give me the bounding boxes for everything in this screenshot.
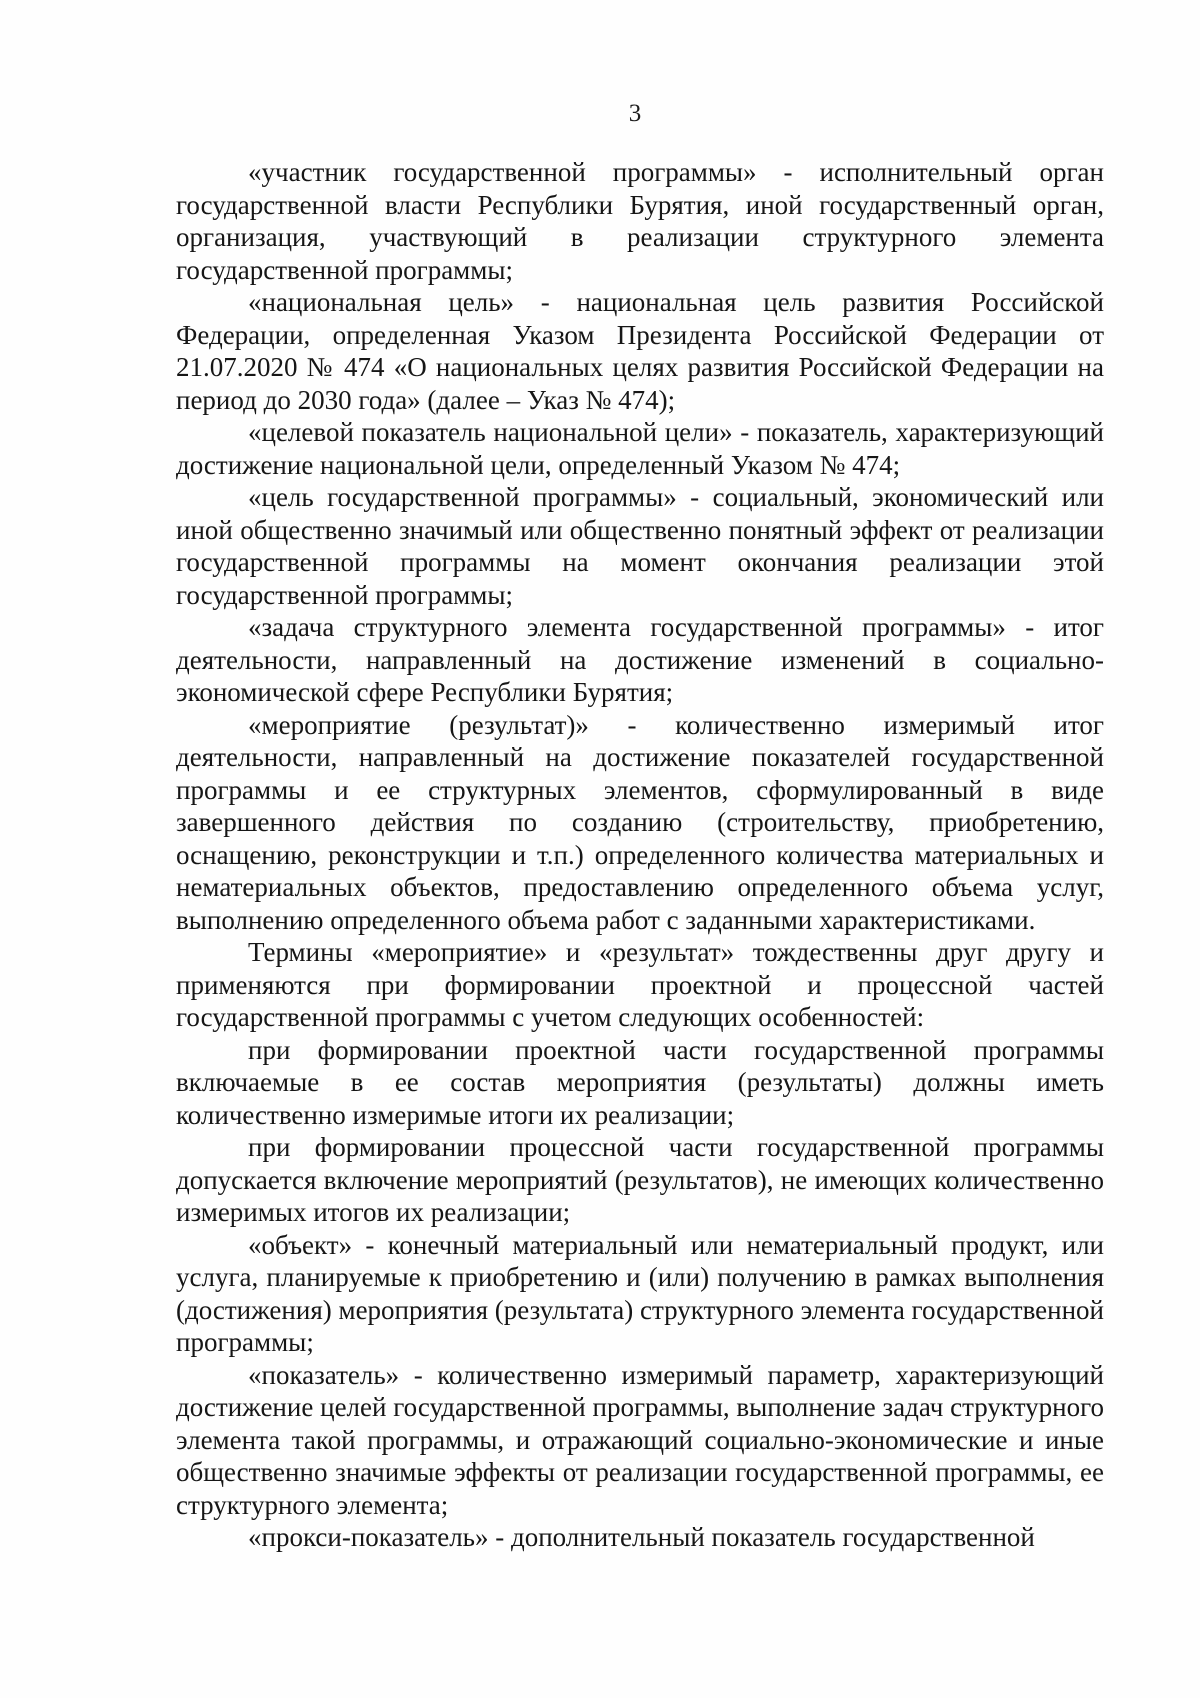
paragraph-target-indicator: «целевой показатель национальной цели» - показатель, характеризующий достижение национальной цели, определенный Указом № 474;: [176, 417, 1104, 480]
paragraph-measure-result: «мероприятие (результат)» - количественно измеримый итог деятельности, направленный на достижение показателей государственной программы и ее структурных элементов, сформулированный в виде завершенного действия по созданию (строительству, приобретению, оснащению, реконструкции и т.п.) определенного количества материальных и нематериальных объектов, предоставлению определенного объема услуг, выполнению определенного объема работ с заданными характеристиками.: [176, 709, 1104, 935]
page-number: 3: [628, 100, 642, 127]
paragraph-process-part: при формировании процессной части государственной программы допускается включение мероприятий (результатов), не имеющих количественно измеримых итогов их реализации;: [176, 1132, 1104, 1227]
paragraph-project-part: при формировании проектной части государственной программы включаемые в ее состав мероприятия (результаты) должны иметь количественно измеримые итоги их реализации;: [176, 1034, 1104, 1130]
paragraph-structural-task: «задача структурного элемента государственной программы» - итог деятельности, направленный на достижение изменений в социально-экономической сфере Республики Бурятия;: [176, 612, 1104, 707]
document-body: [176, 156, 1104, 1554]
paragraph-indicator: «показатель» - количественно измеримый параметр, характеризующий достижение целей государственной программы, выполнение задач структурного элемента такой программы, и отражающий социально-экономические и иные общественно значимые эффекты от реализации государственной программы, ее структурного элемента;: [176, 1359, 1104, 1520]
paragraph-terms: Термины «мероприятие» и «результат» тождественны друг другу и применяются при формировании проектной и процессной частей государственной программы с учетом следующих особенностей:: [176, 937, 1104, 1032]
paragraph-proxy-indicator: «прокси-показатель» - дополнительный показатель государственной: [248, 1522, 1035, 1552]
paragraph-program-goal: «цель государственной программы» - социальный, экономический или иной общественно значимый или общественно понятный эффект от реализации государственной программы на момент окончания реализации этой государственной программы;: [176, 482, 1104, 610]
paragraph-national-goal: «национальная цель» - национальная цель развития Российской Федерации, определенная Указом Президента Российской Федерации от 21.07.2020 № 474 «О национальных целях развития Российской Федерации на период до 2030 года» (далее – Указ № 474);: [176, 287, 1104, 415]
paragraph-object: «объект» - конечный материальный или нематериальный продукт, или услуга, планируемые к приобретению и (или) получению в рамках выполнения (достижения) мероприятия (результата) структурного элемента государственной программы;: [176, 1229, 1104, 1357]
paragraph-participant: «участник государственной программы» - исполнительный орган государственной власти Республики Бурятия, иной государственный орган, организация, участвующий в реализации структурного элемента государственной программы;: [176, 157, 1104, 285]
